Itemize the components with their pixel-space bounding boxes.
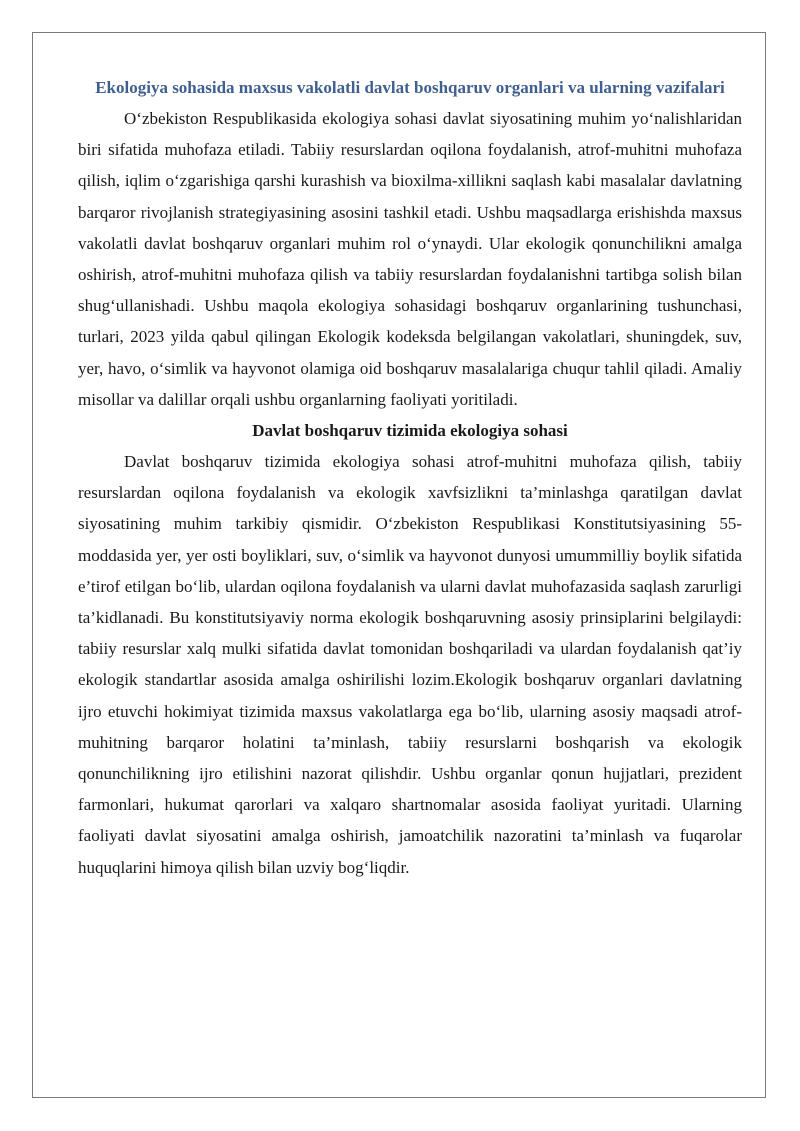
intro-paragraph: O‘zbekiston Respublikasida ekologiya sohasi davlat siyosatining muhim yo‘nalishlaridan biri sifatida muhofaza etiladi. Tabiiy resurslardan oqilona foydalanish, atrof-muhitni muhofaza qilish, iqlim o‘zgarishiga qarshi kurashish va bioxilma-xillikni saqlash kabi masalalar davlatning barqaror rivojlanish strategiyasining asosini tashkil etadi. Ushbu maqsadlarga erishishda maxsus vakolatli davlat boshqaruv organlari muhim rol o‘ynaydi. Ular ekologik qonunchilikni amalga oshirish, atrof-muhitni muhofaza qilish va tabiiy resurslardan foydalanishni tartibga solish bilan shug‘ullanishadi. Ushbu maqola ekologiya sohasidagi boshqaruv organlarining tushunchasi, turlari, 2023 yilda qabul qilingan Ekologik kodeksda belgilangan vakolatlari, shuningdek, suv, yer, havo, o‘simlik va hayvonot olamiga oid boshqaruv masalalariga chuqur tahlil qiladi. Amaliy misollar va dalillar orqali ushbu organlarning faoliyati yoritiladi. [78,109,742,409]
document-title: Ekologiya sohasida maxsus vakolatli davlat boshqaruv organlari va ularning vazifalari [95,78,725,97]
section-heading: Davlat boshqaruv tizimida ekologiya sohasi [252,421,568,441]
section-paragraph: Davlat boshqaruv tizimida ekologiya sohasi atrof-muhitni muhofaza qilish, tabiiy resurslardan oqilona foydalanish va ekologik xavfsizlikni ta’minlashga qaratilgan davlat siyosatining muhim tarkibiy qismidir. O‘zbekiston Respublikasi Konstitutsiyasining 55-moddasida yer, yer osti boyliklari, suv, o‘simlik va hayvonot dunyosi umummilliy boylik sifatida e’tirof etilgan bo‘lib, ulardan oqilona foydalanish va ularni davlat muhofazasida saqlash zarurligi ta’kidlanadi. Bu konstitutsiyaviy norma ekologik boshqaruvning asosiy prinsiplarini belgilaydi: tabiiy resurslar xalq mulki sifatida davlat tomonidan boshqariladi va ulardan foydalanish qat’iy ekologik standartlar asosida amalga oshirilishi lozim.Ekologik boshqaruv organlari davlatning ijro etuvchi hokimiyat tizimida maxsus vakolatlarga ega bo‘lib, ularning asosiy maqsadi atrof-muhitning barqaror holatini ta’minlash, tabiiy resurslarni boshqarish va ekologik qonunchilikning ijro etilishini nazorat qilishdir. Ushbu organlar qonun hujjatlari, prezident farmonlari, hukumat qarorlari va xalqaro shartnomalar asosida faoliyat yuritadi. Ularning faoliyati davlat siyosatini amalga oshirish, jamoatchilik nazoratini ta’minlash va fuqarolar huquqlarini himoya qilish bilan uzviy bog‘liqdir. [78,452,742,877]
document-body [78,72,742,883]
